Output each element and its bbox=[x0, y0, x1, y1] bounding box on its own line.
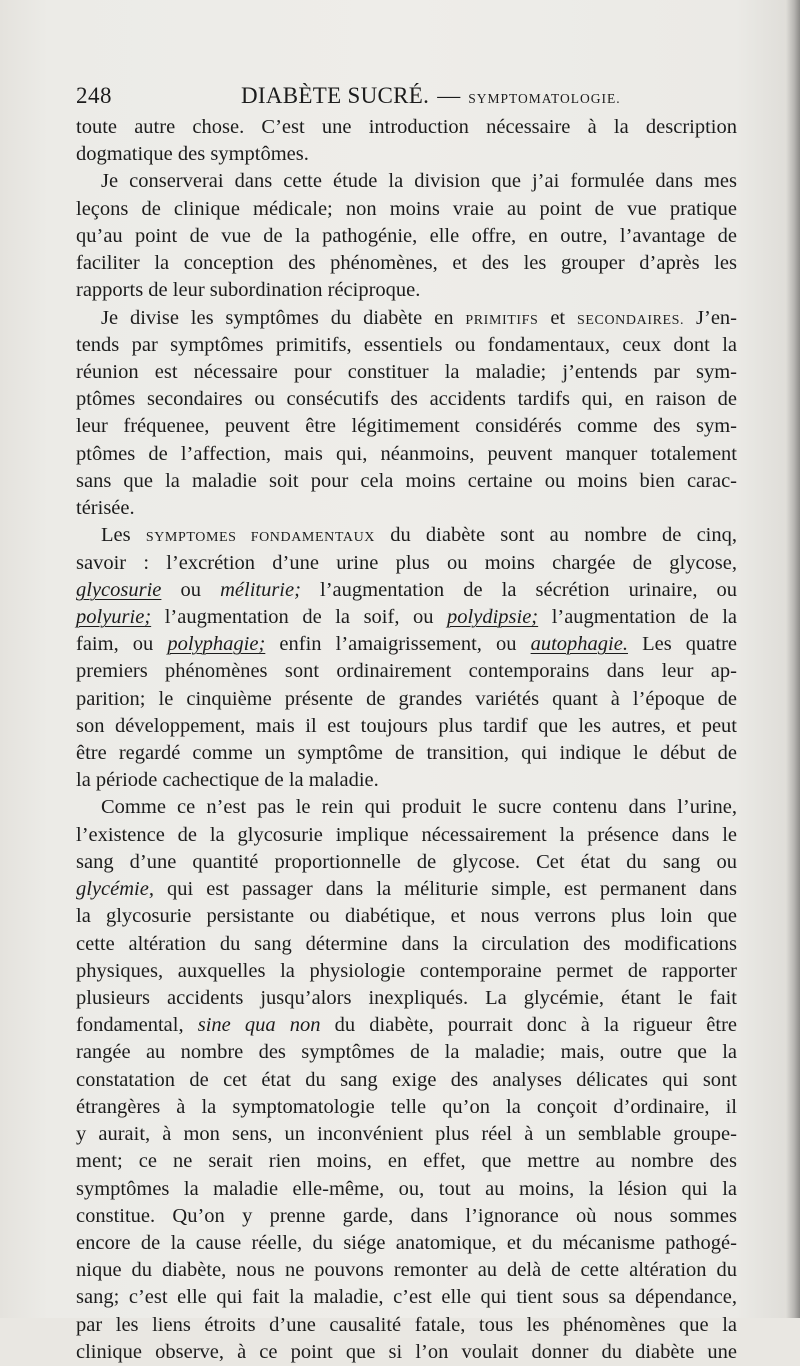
text-run: ou bbox=[180, 578, 201, 601]
text-line: nique du diabète, nous ne pouvons remonter au delà de cette altération du bbox=[76, 1259, 737, 1282]
text-line: toute autre chose. C’est une introduction nécessaire à la description bbox=[76, 116, 737, 138]
text-line: réunion est nécessaire pour constituer la maladie; j’entends par sym- bbox=[76, 360, 737, 383]
text-run: l’augmentation de la soif, ou bbox=[164, 605, 434, 628]
small-caps-term: PRIMITIFS bbox=[465, 312, 539, 328]
text-line: ptômes de l’affection, mais qui, néanmoins, peuvent manquer totalement bbox=[76, 442, 737, 465]
text-line: la glycosurie persistante ou diabétique, et nous verrons plus loin que bbox=[76, 905, 737, 928]
text-line: plusieurs accidents jusqu’alors inexpliqués. La glycémie, étant le fait bbox=[76, 987, 737, 1009]
text-line: constitue. Qu’on y prenne garde, dans l’ignorance où nous sommes bbox=[76, 1204, 737, 1227]
small-caps-term: SYMPTOMES FONDAMENTAUX bbox=[145, 530, 376, 546]
text-line: symptômes la maladie elle-même, ou, tout au moins, la lésion qui la bbox=[76, 1177, 737, 1200]
text-line: parition; le cinquième présente de grandes variétés quant à l’époque de bbox=[76, 687, 737, 710]
page-number: 248 bbox=[76, 83, 112, 108]
text-line: la période cachectique de la maladie. bbox=[76, 769, 379, 792]
italic-term: glycosurie bbox=[76, 578, 162, 601]
small-caps-term: SECONDAIRES. bbox=[577, 312, 685, 328]
text-line: savoir : l’excrétion d’une urine plus ou moins chargée de glycose, bbox=[76, 551, 737, 574]
text-run: Les bbox=[101, 524, 131, 547]
text-run: l’augmentation de la bbox=[551, 605, 738, 628]
text-line: ptômes secondaires ou consécutifs des accidents tardifs qui, en raison de bbox=[76, 388, 737, 411]
text-line: rangée au nombre des symptômes de la maladie; mais, outre que la bbox=[76, 1041, 737, 1064]
italic-term: méliturie; bbox=[220, 578, 301, 601]
running-header bbox=[76, 78, 736, 114]
running-head bbox=[241, 78, 621, 117]
text-line: ment; ce ne serait rien moins, en effet, que mettre au nombre des bbox=[76, 1150, 737, 1173]
text-run: Les quatre bbox=[642, 633, 737, 656]
text-line bbox=[76, 604, 737, 631]
text-line: sang; c’est elle qui fait la maladie, c’est elle qui tient sous sa dépendance, bbox=[76, 1286, 737, 1309]
body-text bbox=[76, 114, 737, 1366]
text-line: encore de la cause réelle, du siége anatomique, et du mécanisme pathogé- bbox=[76, 1231, 737, 1254]
running-head-title: DIABÈTE SUCRÉ. bbox=[241, 83, 430, 108]
text-run: enfin l’amaigrissement, ou bbox=[279, 633, 517, 656]
italic-term: autophagie. bbox=[530, 633, 628, 656]
text-line bbox=[76, 1012, 737, 1039]
text-run: qui est passager dans la méliturie simple, est permanent dans bbox=[167, 878, 737, 901]
italic-term: polydipsie; bbox=[447, 605, 539, 628]
running-head-separator: — bbox=[437, 83, 461, 108]
paragraph-first-line bbox=[76, 305, 737, 332]
text-line: y aurait, à mon sens, un inconvénient plus réel à un semblable groupe- bbox=[76, 1123, 737, 1146]
text-line: qu’au point de vue de la pathogénie, elle offre, en outre, l’avantage de bbox=[76, 224, 737, 247]
text-run: J’en- bbox=[696, 306, 738, 329]
text-line bbox=[76, 577, 737, 604]
italic-term: polyurie; bbox=[76, 605, 152, 628]
text-run: l’augmentation de la sécrétion urinaire, ou bbox=[320, 578, 738, 601]
italic-term: glycémie, bbox=[76, 878, 154, 901]
text-line: dogmatique des symptômes. bbox=[76, 143, 309, 166]
text-line: par les liens étroits d’une causalité fatale, tous les phénomènes que la bbox=[76, 1313, 737, 1336]
paragraph-first-line bbox=[76, 522, 737, 549]
text-line: sans que la maladie soit pour cela moins certaine ou moins bien carac- bbox=[76, 469, 737, 492]
text-line bbox=[76, 631, 737, 658]
text-run: faim, ou bbox=[76, 633, 154, 656]
paragraph-first-line: Comme ce n’est pas le rein qui produit le sucre contenu dans l’urine, bbox=[101, 796, 737, 819]
text-run: fondamental, bbox=[76, 1014, 184, 1037]
text-line: son développement, mais il est toujours plus tardif que les autres, et peut bbox=[76, 714, 737, 737]
text-line: cette altération du sang détermine dans la circulation des modifications bbox=[76, 932, 737, 955]
text-line bbox=[76, 876, 737, 903]
running-head-section: SYMPTOMATOLOGIE. bbox=[468, 91, 621, 106]
text-line: l’existence de la glycosurie implique nécessairement la présence dans le bbox=[76, 823, 737, 846]
text-line: leur fréquenee, peuvent être légitimement considérés comme des sym- bbox=[76, 415, 737, 438]
text-line: clinique observe, à ce point que si l’on voulait donner du diabète une bbox=[76, 1340, 737, 1363]
text-line: être regardé comme un symptôme de transition, qui indique le début de bbox=[76, 742, 737, 765]
text-line: faciliter la conception des phénomènes, et des les grouper d’après les bbox=[76, 252, 737, 275]
text-run: du diabète, pourrait donc à la rigueur être bbox=[334, 1014, 737, 1037]
text-line: physiques, auxquelles la physiologie contemporaine permet de rapporter bbox=[76, 959, 737, 982]
text-run: et bbox=[550, 306, 566, 329]
paragraph-first-line: Je conserverai dans cette étude la division que j’ai formulée dans mes bbox=[101, 170, 737, 193]
italic-term: polyphagie; bbox=[167, 633, 266, 656]
text-run: du diabète sont au nombre de cinq, bbox=[390, 524, 737, 547]
text-line: constatation de cet état du sang exige des analyses délicates qui sont bbox=[76, 1068, 737, 1091]
text-line: sang d’une quantité proportionnelle de glycose. Cet état du sang ou bbox=[76, 850, 737, 873]
text-line: leçons de clinique médicale; non moins vraie au point de vue pratique bbox=[76, 197, 737, 220]
text-line: rapports de leur subordination réciproque. bbox=[76, 279, 421, 302]
text-line: étrangères à la symptomatologie telle qu’on la conçoit d’ordinaire, il bbox=[76, 1095, 737, 1118]
text-line: térisée. bbox=[76, 497, 135, 520]
text-line: tends par symptômes primitifs, essentiels ou fondamentaux, ceux dont la bbox=[76, 333, 737, 356]
italic-term: sine qua non bbox=[197, 1014, 321, 1037]
text-line: premiers phénomènes sont ordinairement contemporains dans leur ap- bbox=[76, 660, 737, 683]
text-run: Je divise les symptômes du diabète en bbox=[101, 306, 454, 329]
page-spine-shadow bbox=[786, 0, 800, 1318]
